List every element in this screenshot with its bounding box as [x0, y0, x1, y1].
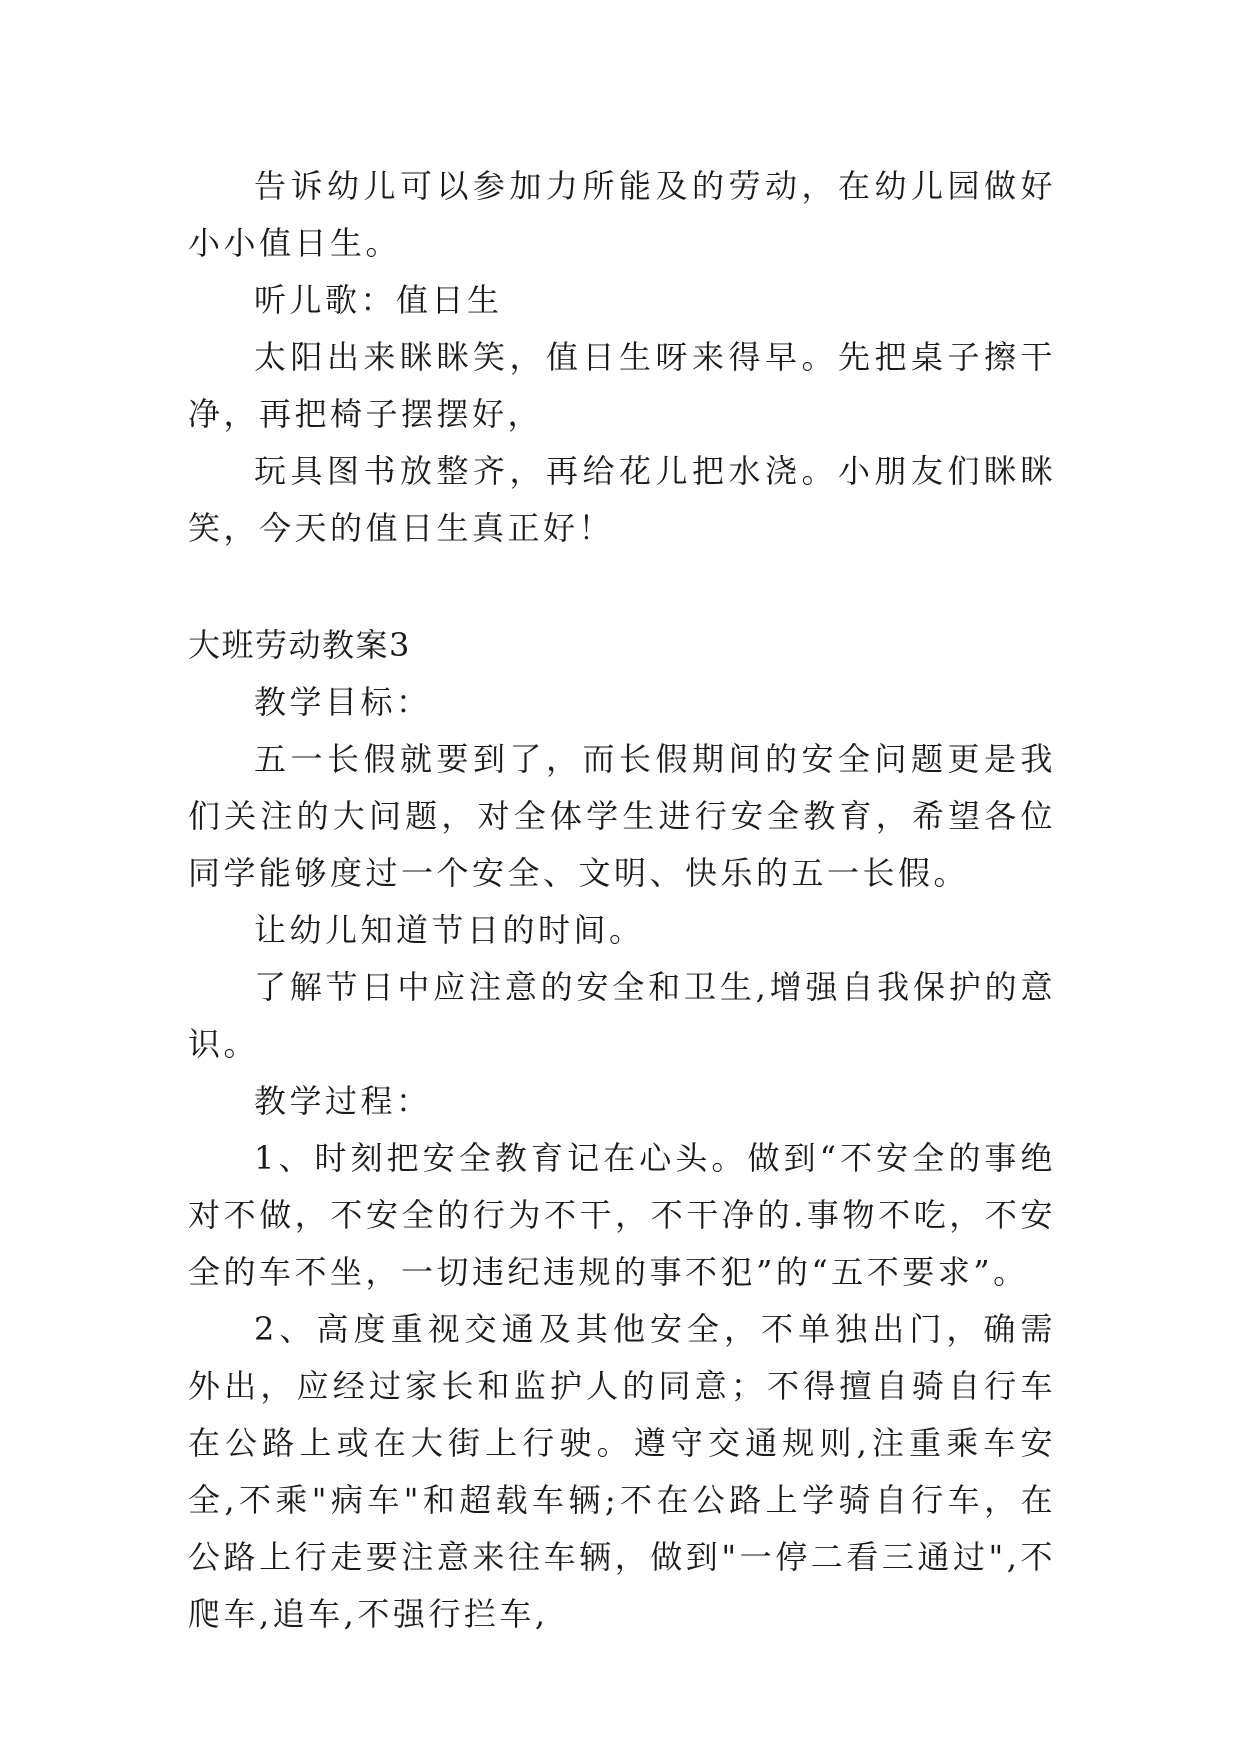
paragraph: 五一长假就要到了，而长假期间的安全问题更是我们关注的大问题，对全体学生进行安全教育，希望各位同学能够度过一个安全、文明、快乐的五一长假。: [188, 740, 1056, 892]
paragraph: 告诉幼儿可以参加力所能及的劳动，在幼儿园做好小小值日生。: [188, 167, 1056, 262]
paragraph: 太阳出来眯眯笑，值日生呀来得早。先把桌子擦干净，再把椅子摆摆好，: [188, 338, 1056, 433]
paragraph: 教学目标：: [254, 683, 432, 721]
paragraph: 1、时刻把安全教育记在心头。做到“不安全的事绝对不做，不安全的行为不干，不干净的.事物不吃，不安全的车不坐，一切违纪违规的事不犯”的“五不要求”。: [188, 1139, 1056, 1291]
paragraph: 2、高度重视交通及其他安全，不单独出门，确需外出，应经过家长和监护人的同意；不得擅自骑自行车在公路上或在大街上行驶。遵守交通规则,注重乘车安全,不乘"病车"和超载车辆;不在公路上学骑自行车，在公路上行走要注意来往车辆，做到"一停二看三通过",不爬车,追车,不强行拦车,: [188, 1310, 1056, 1633]
document-body: [188, 158, 1056, 1643]
paragraph: 玩具图书放整齐，再给花儿把水浇。小朋友们眯眯笑，今天的值日生真正好！: [188, 452, 1056, 547]
section-title: 大班劳动教案3: [188, 626, 411, 664]
paragraph: 听儿歌：值日生: [254, 281, 503, 319]
paragraph: 让幼儿知道节日的时间。: [254, 911, 645, 949]
paragraph: 教学过程：: [254, 1082, 432, 1120]
paragraph: 了解节日中应注意的安全和卫生,增强自我保护的意识。: [188, 968, 1056, 1063]
